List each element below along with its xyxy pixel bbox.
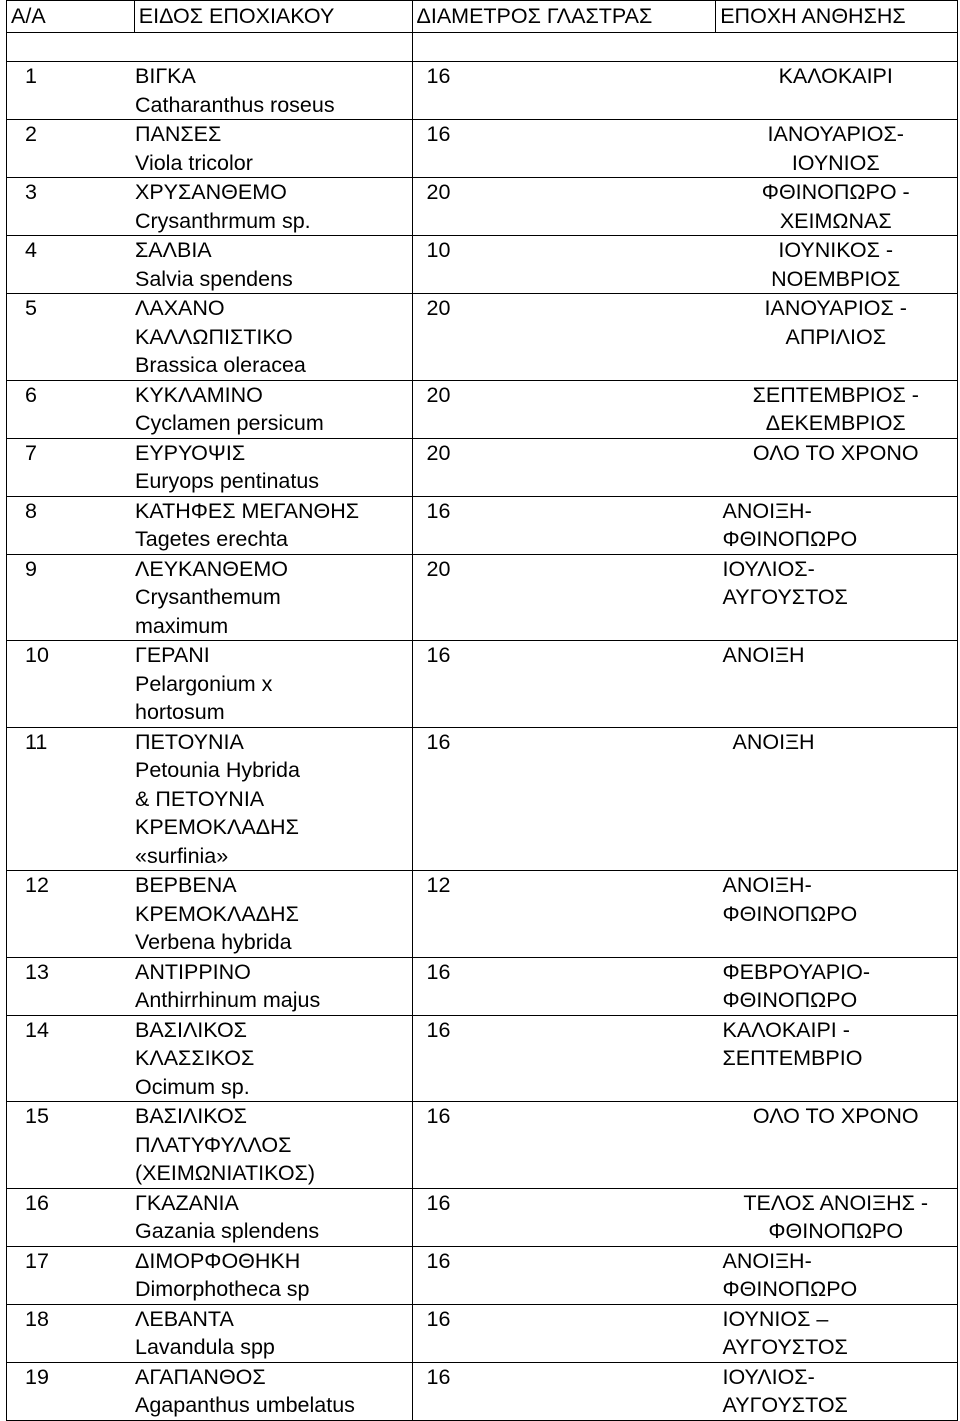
species-line: ΚΥΚΛΑΜΙΝΟ [135, 382, 263, 407]
species-line: Viola tricolor [135, 150, 253, 175]
species-line: Catharanthus roseus [135, 92, 335, 117]
pot-diameter: 16 [426, 122, 451, 146]
species-line: ΣΑΛΒΙΑ [135, 238, 212, 262]
row-number: 12 [25, 873, 49, 897]
pot-diameter: 20 [426, 382, 451, 407]
pot-diameter: 16 [426, 1364, 451, 1389]
pot-diameter: 20 [426, 296, 451, 320]
table-row [7, 957, 958, 1015]
season-line: ΧΕΙΜΩΝΑΣ [779, 208, 892, 233]
row-number: 2 [25, 122, 37, 146]
season-line: ΚΑΛΟΚΑΙΡΙ - [722, 1017, 850, 1042]
pot-diameter: 10 [426, 238, 451, 262]
species-line: ΚΡΕΜΟΚΛΑΔΗΣ [135, 815, 299, 839]
season-line: ΑΝΟΙΞΗ- [722, 498, 812, 523]
table-row [7, 380, 958, 438]
species-line: Salvia spendens [135, 266, 293, 291]
species-cell [7, 120, 413, 178]
species-line: maximum [135, 613, 229, 638]
table-row [7, 1015, 958, 1102]
pot-diameter: 16 [426, 64, 451, 88]
season-line: ΑΝΟΙΞΗ [732, 729, 815, 754]
row-number: 14 [25, 1017, 49, 1042]
pot-season-cell [412, 380, 958, 438]
table-row [7, 1188, 958, 1246]
pot-season-cell [412, 236, 958, 294]
header-row [7, 1, 958, 33]
species-name [135, 1102, 315, 1188]
table-row [7, 496, 958, 554]
species-line: ΚΡΕΜΟΚΛΑΔΗΣ [135, 901, 299, 926]
pot-season-cell [412, 1188, 958, 1246]
species-line: ΒΑΣΙΛΙΚΟΣ [135, 1017, 247, 1042]
species-line: Tagetes erechta [135, 527, 288, 551]
table-row [7, 1102, 958, 1189]
species-name [135, 381, 324, 438]
species-line: ΑΓΑΠΑΝΘΟΣ [135, 1364, 266, 1389]
species-line: Gazania splendens [135, 1219, 320, 1243]
species-name [135, 294, 306, 380]
pot-diameter: 16 [426, 1306, 451, 1331]
species-cell [7, 871, 413, 958]
species-line: ΒΕΡΒΕΝΑ [135, 873, 237, 897]
header-pot: ΔΙΑΜΕΤΡΟΣ ΓΛΑΣΤΡΑΣ [412, 1, 716, 33]
season-line: ΑΥΓΟΥΣΤΟΣ [722, 1335, 848, 1359]
species-line: «surfinia» [135, 843, 229, 868]
pot-season-cell [412, 1304, 958, 1362]
pot-diameter: 16 [426, 1017, 451, 1042]
species-line: Dimorphotheca sp [135, 1277, 310, 1301]
flowering-season [719, 120, 954, 177]
row-number: 15 [25, 1104, 49, 1128]
pot-diameter: 16 [426, 729, 451, 754]
table-row [7, 554, 958, 641]
table-row [7, 641, 958, 728]
table-row [7, 120, 958, 178]
species-name [135, 62, 335, 119]
table-row [7, 871, 958, 958]
species-line: Anthirrhinum majus [135, 988, 321, 1012]
table-row [7, 438, 958, 496]
row-number: 19 [25, 1364, 49, 1389]
pot-season-cell [412, 120, 958, 178]
row-number: 7 [25, 440, 37, 465]
species-line: Euryops pentinatus [135, 469, 320, 493]
row-number: 10 [25, 643, 49, 667]
species-name [135, 641, 272, 727]
species-cell [7, 178, 413, 236]
species-line: ΒΑΣΙΛΙΚΟΣ [135, 1104, 247, 1128]
flowering-season [719, 62, 954, 91]
spacer-row [7, 33, 958, 62]
header-species: ΕΙΔΟΣ ΕΠΟΧΙΑΚΟΥ [134, 1, 412, 33]
species-line: ΛΕΥΚΑΝΘΕΜΟ [135, 556, 288, 581]
species-line: Agapanthus umbelatus [135, 1393, 355, 1417]
species-line: ΚΛΑΣΣΙΚΟΣ [135, 1046, 255, 1070]
species-name [135, 555, 288, 641]
species-line: ΛΕΒΑΝΤΑ [135, 1306, 234, 1331]
pot-season-cell [412, 1102, 958, 1189]
flowering-season [719, 381, 954, 438]
species-name [135, 497, 359, 554]
flowering-season [719, 236, 954, 293]
species-name [135, 1305, 275, 1362]
season-line: ΟΛΟ ΤΟ ΧΡΟΝΟ [752, 1104, 919, 1128]
row-number: 5 [25, 296, 37, 320]
species-line: ΓΚΑΖΑΝΙΑ [135, 1190, 239, 1215]
season-line: ΦΘΙΝΟΠΩΡΟ [722, 988, 858, 1012]
season-line: ΟΛΟ ΤΟ ΧΡΟΝΟ [752, 440, 919, 465]
pot-diameter: 16 [426, 959, 451, 984]
season-line: ΙΟΥΝΙΟΣ – [722, 1306, 829, 1331]
flowering-season [719, 294, 954, 351]
season-line: ΣΕΠΤΕΜΒΡΙΟΣ - [752, 382, 919, 407]
row-number: 4 [25, 238, 37, 262]
pot-season-cell [412, 178, 958, 236]
flowering-season [719, 641, 954, 670]
table-row [7, 1304, 958, 1362]
species-name [135, 439, 319, 496]
flowering-season [719, 497, 954, 554]
season-line: ΦΘΙΝΟΠΩΡΟ [768, 1219, 904, 1243]
species-name [135, 728, 300, 871]
pot-season-cell [412, 496, 958, 554]
table-row [7, 178, 958, 236]
row-number: 13 [25, 959, 49, 984]
species-line: Lavandula spp [135, 1335, 275, 1359]
header-season: ΕΠΟΧΗ ΑΝΘΗΣΗΣ [716, 1, 958, 33]
flowering-season [719, 439, 954, 468]
species-name [135, 1247, 309, 1304]
season-line: ΙΑΝΟΥΑΡΙΟΣ- [767, 122, 904, 146]
pot-diameter: 12 [426, 873, 451, 897]
pot-season-cell [412, 957, 958, 1015]
document [6, 0, 958, 1421]
species-line: Pelargonium x [135, 671, 273, 696]
season-line: ΤΕΛΟΣ ΑΝΟΙΞΗΣ - [743, 1190, 929, 1215]
species-line: ΔΙΜΟΡΦΟΘΗΚΗ [135, 1248, 301, 1273]
species-cell [7, 957, 413, 1015]
pot-diameter: 20 [426, 180, 451, 204]
table-row [7, 294, 958, 381]
season-line: ΦΘΙΝΟΠΩΡΟ [722, 901, 858, 926]
species-cell [7, 1188, 413, 1246]
species-cell [7, 1102, 413, 1189]
row-number: 8 [25, 498, 37, 523]
species-cell [7, 62, 413, 120]
season-line: ΙΟΥΛΙΟΣ- [722, 1364, 815, 1389]
species-cell [7, 1015, 413, 1102]
pot-season-cell [412, 294, 958, 381]
species-line: ΑΝΤΙΡΡΙΝΟ [135, 959, 251, 984]
plants-table [6, 0, 958, 1421]
row-number: 1 [25, 64, 37, 88]
pot-diameter: 20 [426, 440, 451, 465]
species-line: ΛΑΧΑΝΟ [135, 296, 225, 320]
pot-diameter: 16 [426, 1248, 451, 1273]
table-row [7, 1362, 958, 1420]
flowering-season [719, 1102, 954, 1131]
season-line: ΦΘΙΝΟΠΩΡΟ [722, 1277, 858, 1301]
row-number: 16 [25, 1190, 49, 1215]
row-number: 18 [25, 1306, 49, 1331]
flowering-season [719, 958, 954, 1015]
table-row [7, 62, 958, 120]
season-line: ΙΟΥΝΙΟΣ [791, 150, 880, 175]
species-name [135, 120, 253, 177]
row-number: 9 [25, 556, 37, 581]
season-line: ΝΟΕΜΒΡΙΟΣ [771, 266, 901, 291]
species-cell [7, 554, 413, 641]
species-cell [7, 380, 413, 438]
season-line: ΙΟΥΛΙΟΣ- [722, 556, 815, 581]
row-number: 3 [25, 180, 37, 204]
species-line: ΚΑΛΛΩΠΙΣΤΙΚΟ [135, 324, 293, 349]
species-cell [7, 641, 413, 728]
flowering-season [719, 728, 954, 757]
species-line: Crysanthrmum sp. [135, 208, 311, 233]
season-line: ΦΘΙΝΟΠΩΡΟ [722, 527, 858, 551]
species-cell [7, 496, 413, 554]
pot-season-cell [412, 1015, 958, 1102]
season-line: ΑΝΟΙΞΗ [722, 643, 805, 667]
flowering-season [719, 1247, 954, 1304]
season-line: ΑΝΟΙΞΗ- [722, 1248, 812, 1273]
header-aa: Α/Α [7, 1, 135, 33]
pot-diameter: 16 [426, 1190, 451, 1215]
pot-season-cell [412, 62, 958, 120]
flowering-season [719, 555, 954, 612]
pot-diameter: 16 [426, 498, 451, 523]
species-line: Crysanthemum [135, 585, 281, 609]
pot-season-cell [412, 1362, 958, 1420]
flowering-season [719, 871, 954, 928]
flowering-season [719, 178, 954, 235]
pot-diameter: 16 [426, 643, 451, 667]
species-name [135, 871, 299, 957]
row-number: 11 [25, 729, 48, 754]
species-name [135, 1016, 254, 1102]
season-line: ΦΘΙΝΟΠΩΡΟ - [761, 180, 910, 204]
species-cell [7, 438, 413, 496]
species-line: ΠΛΑΤΥΦΥΛΛΟΣ [135, 1132, 292, 1157]
species-name [135, 1363, 355, 1420]
flowering-season [719, 1189, 954, 1246]
season-line: ΔΕΚΕΜΒΡΙΟΣ [765, 411, 906, 435]
table-row [7, 727, 958, 871]
species-line: Cyclamen persicum [135, 411, 324, 435]
species-line: ΠΕΤΟΥΝΙΑ [135, 729, 244, 754]
species-line: Ocimum sp. [135, 1074, 250, 1099]
pot-season-cell [412, 727, 958, 871]
pot-season-cell [412, 871, 958, 958]
pot-season-cell [412, 438, 958, 496]
species-line: & ΠΕΤΟΥΝΙΑ [135, 786, 265, 811]
season-line: ΣΕΠΤΕΜΒΡΙΟ [722, 1046, 863, 1070]
species-line: ΠΑΝΣΕΣ [135, 122, 222, 146]
species-line: ΧΡΥΣΑΝΘΕΜΟ [135, 180, 287, 204]
species-line: ΓΕΡΑΝΙ [135, 643, 210, 667]
table-row [7, 236, 958, 294]
species-cell [7, 236, 413, 294]
species-line: Petounia Hybrida [135, 758, 300, 782]
species-line: Brassica oleracea [135, 353, 306, 377]
row-number: 6 [25, 382, 37, 407]
flowering-season [719, 1016, 954, 1073]
row-number: 17 [25, 1248, 49, 1273]
pot-season-cell [412, 554, 958, 641]
species-line: hortosum [135, 700, 225, 724]
species-line: ΚΑΤΗΦΕΣ ΜΕΓΑΝΘΗΣ [135, 498, 360, 523]
season-line: ΑΝΟΙΞΗ- [722, 873, 812, 897]
pot-season-cell [412, 641, 958, 728]
species-name [135, 1189, 319, 1246]
species-name [135, 178, 311, 235]
table-body [7, 33, 958, 1421]
species-line: Verbena hybrida [135, 930, 292, 954]
pot-diameter: 20 [426, 556, 451, 581]
species-name [135, 236, 293, 293]
season-line: ΚΑΛΟΚΑΙΡΙ [778, 64, 893, 88]
season-line: ΙΑΝΟΥΑΡΙΟΣ - [764, 296, 907, 320]
flowering-season [719, 1305, 954, 1362]
season-line: ΙΟΥΝΙΚΟΣ - [778, 238, 894, 262]
season-line: ΑΠΡΙΛΙΟΣ [785, 324, 887, 349]
species-cell [7, 727, 413, 871]
species-cell [7, 1362, 413, 1420]
pot-diameter: 16 [426, 1104, 451, 1128]
species-line: ΕΥΡΥΟΨΙΣ [135, 440, 246, 465]
species-cell [7, 1246, 413, 1304]
species-line: (ΧΕΙΜΩΝΙΑΤΙΚΟΣ) [135, 1161, 315, 1185]
pot-season-cell [412, 1246, 958, 1304]
season-line: ΑΥΓΟΥΣΤΟΣ [722, 1393, 848, 1417]
table-row [7, 1246, 958, 1304]
species-cell [7, 294, 413, 381]
species-name [135, 958, 320, 1015]
species-cell [7, 1304, 413, 1362]
species-line: ΒΙΓΚΑ [135, 64, 196, 88]
season-line: ΦΕΒΡΟΥΑΡΙΟ- [722, 959, 870, 984]
flowering-season [719, 1363, 954, 1420]
season-line: ΑΥΓΟΥΣΤΟΣ [722, 585, 848, 609]
